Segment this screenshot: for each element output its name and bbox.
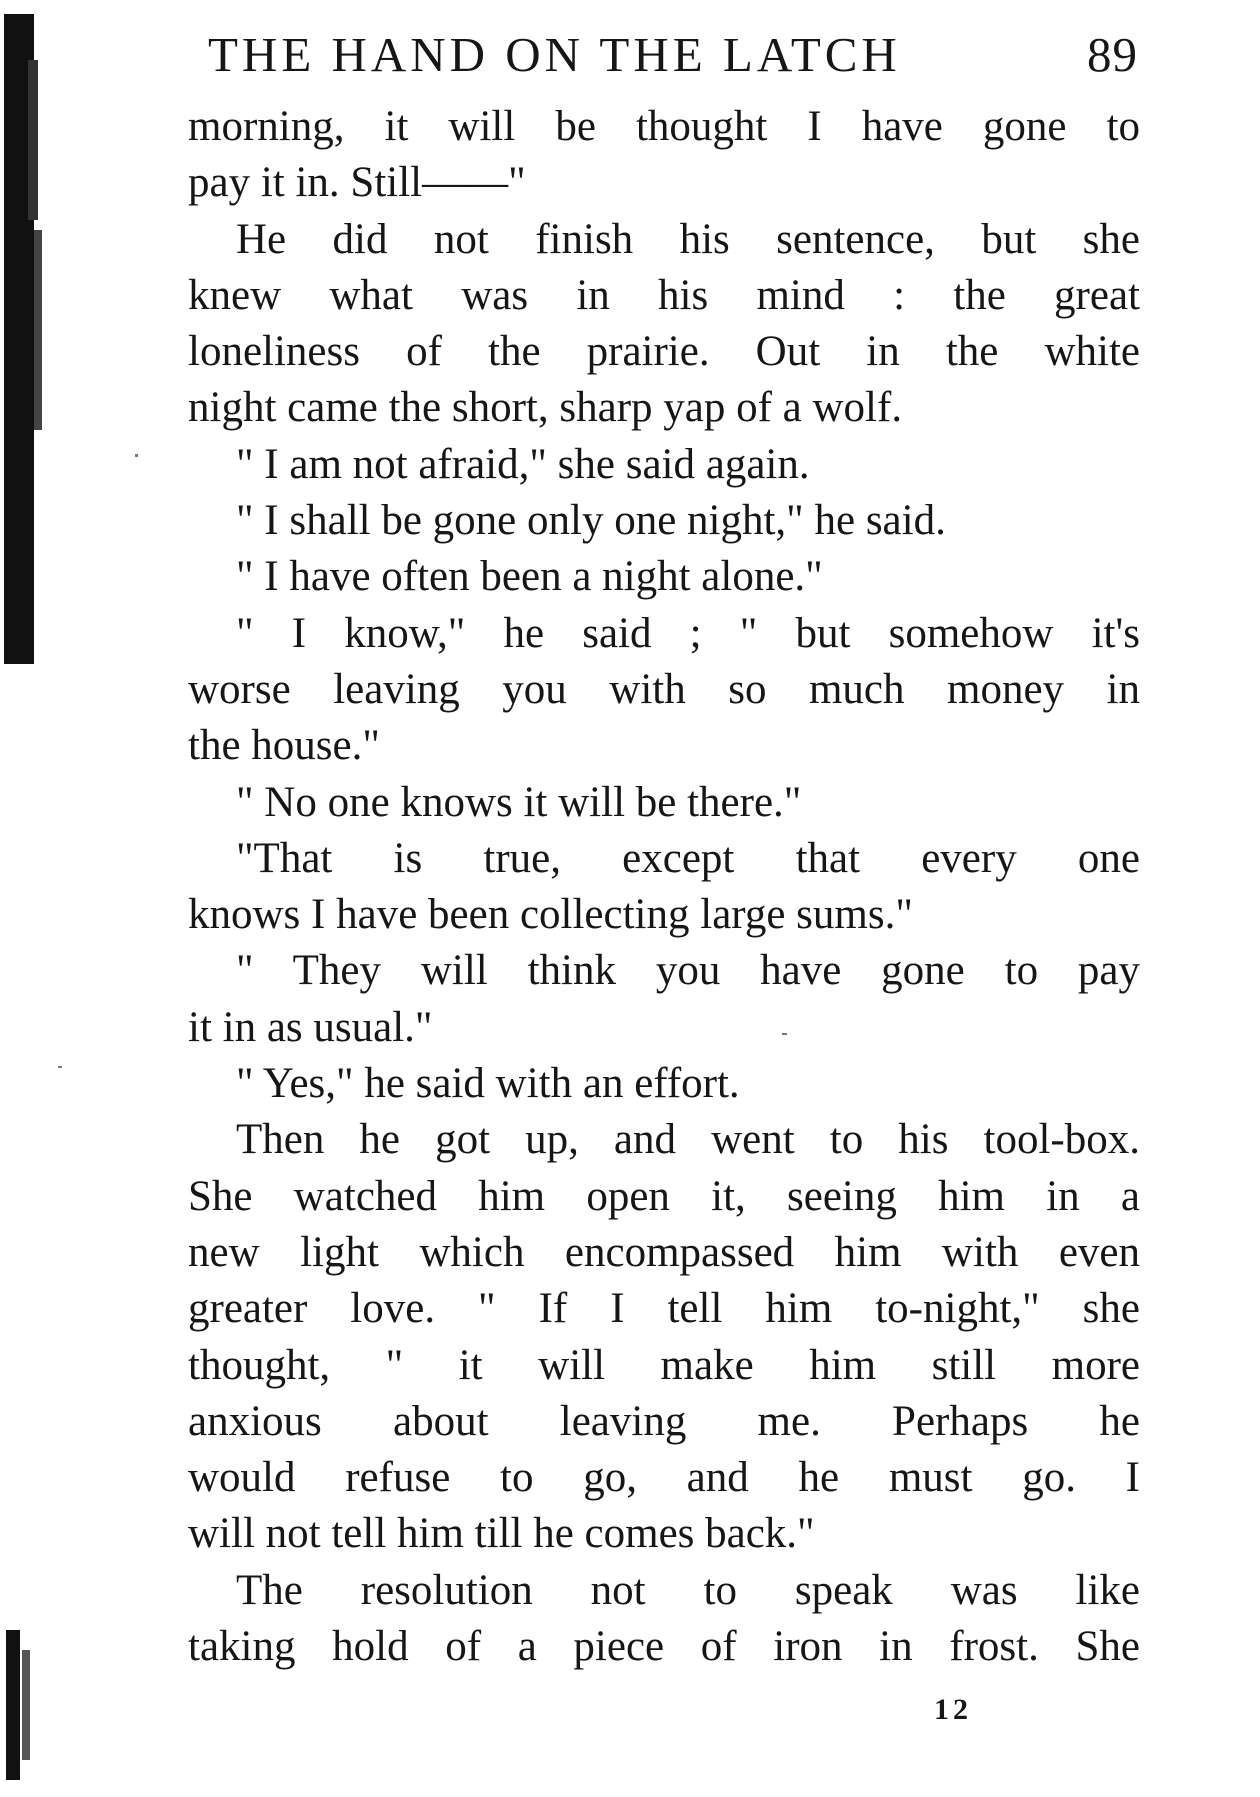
text-line: " I know," he said ; " but somehow it's [236,609,1140,657]
running-head [208,20,1138,90]
text-line: worse leaving you with so much money in [188,665,1140,713]
text-line: loneliness of the prairie. Out in the white [188,328,1140,376]
binding-shadow [0,0,48,1797]
text-line: " They will think you have gone to pay [236,947,1140,995]
print-speck [782,1033,787,1035]
book-page [188,0,1140,1797]
text-line: the house." [188,722,380,770]
text-line: " I shall be gone only one night," he said. [236,497,946,545]
text-line: " I have often been a night alone." [236,553,823,601]
text-line: She watched him open it, seeing him in a [188,1172,1140,1220]
text-line: new light which encompassed him with even [188,1228,1140,1276]
text-line: would refuse to go, and he must go. I [188,1454,1140,1502]
text-line: " Yes," he said with an effort. [236,1060,740,1108]
text-line: He did not finish his sentence, but she [236,215,1140,263]
text-line: "That is true, except that every one [236,834,1140,882]
text-line: night came the short, sharp yap of a wolf. [188,384,903,432]
text-line: knew what was in his mind : the great [188,271,1140,319]
body-text [188,99,1140,1675]
text-line: greater love. " If I tell him to-night," she [188,1285,1140,1333]
text-line: " I am not afraid," she said again. [236,440,810,488]
text-line: taking hold of a piece of iron in frost. She [188,1623,1140,1671]
text-line: anxious about leaving me. Perhaps he [188,1397,1140,1445]
text-line: thought, " it will make him still more [188,1341,1140,1389]
page-number: 89 [1087,27,1138,82]
text-line: pay it in. Still——" [188,159,526,207]
chapter-title: THE HAND ON THE LATCH [208,27,901,82]
print-speck [135,454,138,457]
print-speck [58,1066,62,1068]
text-line: Then he got up, and went to his tool-box. [236,1116,1140,1164]
signature-mark: 12 [934,1693,972,1726]
text-line: knows I have been collecting large sums." [188,891,913,939]
text-line: morning, it will be thought I have gone to [188,103,1140,150]
text-line: " No one knows it will be there." [236,778,802,826]
text-line: The resolution not to speak was like [236,1566,1140,1614]
text-line: it in as usual." [188,1003,433,1051]
text-line: will not tell him till he comes back." [188,1510,815,1558]
